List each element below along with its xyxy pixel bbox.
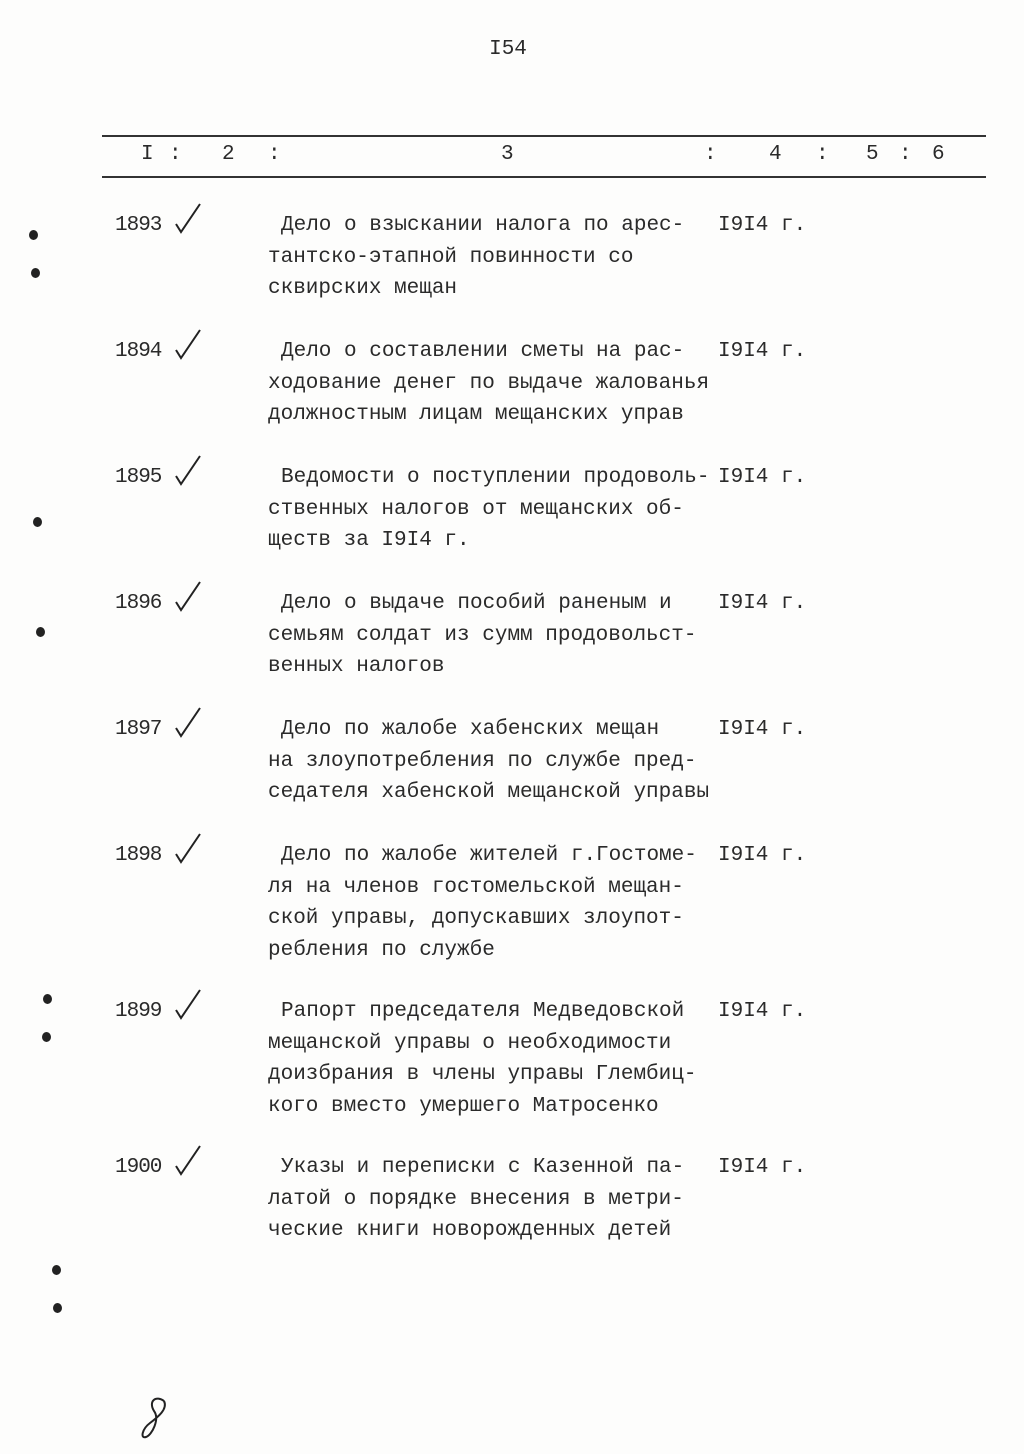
column-separator: : bbox=[816, 143, 829, 166]
checkmark-icon bbox=[172, 578, 208, 614]
entry-title-line: Дело о взыскании налога по арес- bbox=[281, 214, 685, 237]
entry-title-line: мещанской управы о необходимости bbox=[268, 1031, 672, 1055]
punch-hole bbox=[36, 627, 45, 637]
punch-hole bbox=[53, 1303, 62, 1313]
entry-title-line: должностным лицам мещанских управ bbox=[268, 403, 684, 426]
entry-number: 1898 bbox=[115, 844, 162, 867]
column-separator: : bbox=[169, 143, 182, 166]
checkmark-icon bbox=[172, 200, 208, 236]
column-header-5: 5 bbox=[866, 143, 879, 166]
checkmark-icon bbox=[172, 986, 208, 1022]
entry-number: 1893 bbox=[115, 214, 162, 237]
entry-title-line: седателя хабенской мещанской управы bbox=[268, 781, 710, 804]
header-bottom-rule bbox=[102, 176, 986, 178]
entry-number: 1895 bbox=[115, 466, 162, 489]
punch-hole bbox=[52, 1265, 61, 1275]
entry-title-line: ской управы, допускавших злоупот- bbox=[268, 907, 684, 930]
entry-title-line: Ведомости о поступлении продоволь- bbox=[281, 466, 710, 489]
entry-date: I9I4 г. bbox=[718, 466, 807, 489]
entry-date: I9I4 г. bbox=[718, 844, 807, 867]
entry-date: I9I4 г. bbox=[718, 718, 807, 741]
entry-title-line: тантско-этапной повинности со bbox=[268, 245, 634, 269]
entry-date: I9I4 г. bbox=[718, 214, 807, 237]
entry-title-line: ственных налогов от мещанских об- bbox=[268, 497, 684, 521]
entry-title-line: кого вместо умершего Матросенко bbox=[268, 1094, 659, 1118]
entry-number: 1900 bbox=[115, 1156, 162, 1179]
entry-number: 1894 bbox=[115, 340, 162, 363]
entry-title-line: Указы и переписки с Казенной па- bbox=[281, 1156, 685, 1179]
entry-title-line: Рапорт председателя Медведовской bbox=[281, 1000, 685, 1023]
handwritten-note-8 bbox=[138, 1395, 178, 1445]
checkmark-icon bbox=[172, 1142, 208, 1178]
entry-title-line: Дело о составлении сметы на рас- bbox=[281, 340, 685, 363]
entry-title-line: семьям солдат из сумм продовольст- bbox=[268, 623, 697, 647]
punch-hole bbox=[31, 268, 40, 278]
checkmark-icon bbox=[172, 326, 208, 362]
column-header-6: 6 bbox=[932, 143, 945, 166]
checkmark-icon bbox=[172, 452, 208, 488]
entry-number: 1897 bbox=[115, 718, 162, 741]
entry-title-line: латой о порядке внесения в метри- bbox=[268, 1187, 684, 1211]
entry-title-line: Дело о выдаче пособий раненым и bbox=[281, 592, 672, 615]
entry-number: 1896 bbox=[115, 592, 162, 615]
checkmark-icon bbox=[172, 830, 208, 866]
entry-date: I9I4 г. bbox=[718, 340, 807, 363]
entry-title-line: ческие книги новорожденных детей bbox=[268, 1219, 672, 1242]
entry-title-line: Дело по жалобе хабенских мещан bbox=[281, 718, 660, 741]
entry-title-line: ля на членов гостомельской мещан- bbox=[268, 875, 684, 899]
entry-date: I9I4 г. bbox=[718, 592, 807, 615]
entry-title-line: ществ за I9I4 г. bbox=[268, 529, 470, 552]
entry-title-line: венных налогов bbox=[268, 655, 445, 678]
entry-title-line: на злоупотребления по службе пред- bbox=[268, 749, 697, 773]
entry-title-line: Дело по жалобе жителей г.Гостоме- bbox=[281, 844, 697, 867]
punch-hole bbox=[43, 994, 52, 1004]
entry-title-line: ходование денег по выдаче жалованья bbox=[268, 371, 710, 395]
punch-hole bbox=[33, 517, 42, 527]
entry-title-line: сквирских мещан bbox=[268, 277, 458, 300]
column-header-4: 4 bbox=[769, 143, 782, 166]
column-header-1: I bbox=[141, 143, 154, 166]
column-header-2: 2 bbox=[222, 143, 235, 166]
punch-hole bbox=[29, 230, 38, 240]
header-top-rule bbox=[102, 135, 986, 137]
page-number: I54 bbox=[489, 38, 527, 61]
column-separator: : bbox=[268, 143, 281, 166]
entry-number: 1899 bbox=[115, 1000, 162, 1023]
entry-date: I9I4 г. bbox=[718, 1000, 807, 1023]
checkmark-icon bbox=[172, 704, 208, 740]
entry-title-line: доизбрания в члены управы Глембиц- bbox=[268, 1063, 697, 1086]
entry-title-line: ребления по службе bbox=[268, 938, 495, 962]
column-separator: : bbox=[899, 143, 912, 166]
entry-date: I9I4 г. bbox=[718, 1156, 807, 1179]
column-header-3: 3 bbox=[501, 143, 514, 166]
punch-hole bbox=[42, 1032, 51, 1042]
column-separator: : bbox=[704, 143, 717, 166]
